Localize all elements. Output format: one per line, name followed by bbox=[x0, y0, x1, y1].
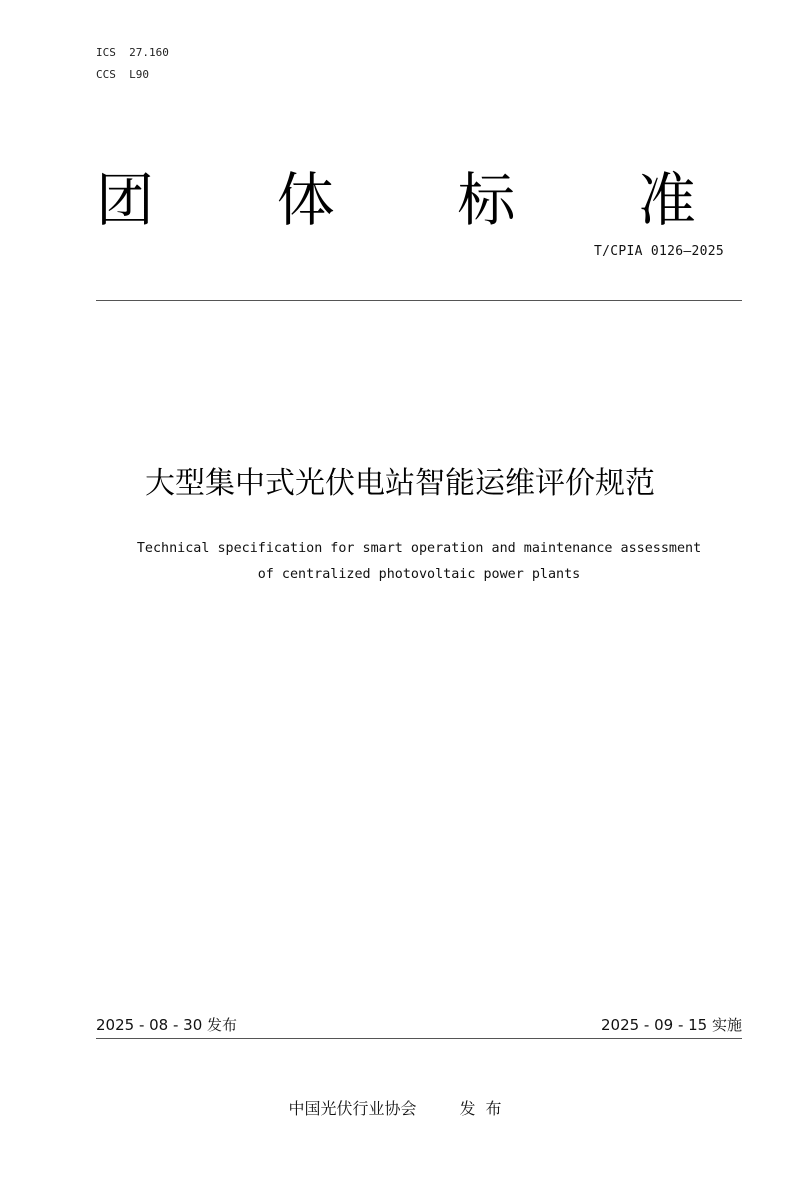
ics-code: ICS 27.160 bbox=[96, 46, 169, 59]
publisher-action: 发布 bbox=[459, 1099, 512, 1118]
standard-type-char: 体 bbox=[276, 166, 335, 234]
top-divider bbox=[96, 300, 742, 301]
implement-date: 2025 - 09 - 15 实施 bbox=[600, 1016, 742, 1034]
standard-type-heading bbox=[96, 160, 696, 240]
publisher-organization: 中国光伏行业协会 bbox=[288, 1099, 417, 1118]
bottom-divider bbox=[96, 1038, 742, 1039]
classification-codes bbox=[96, 42, 169, 86]
standard-type-char: 标 bbox=[457, 166, 516, 234]
standard-type-char: 准 bbox=[637, 166, 696, 234]
publish-date: 2025 - 08 - 30 发布 bbox=[96, 1016, 238, 1034]
title-english-line: of centralized photovoltaic power plants bbox=[257, 567, 581, 582]
title-english-line: Technical specification for smart operation and maintenance assessment bbox=[136, 541, 702, 556]
standard-type-char: 团 bbox=[96, 166, 155, 234]
publisher-line bbox=[0, 1096, 800, 1119]
title-english bbox=[0, 536, 800, 588]
ccs-code: CCS L90 bbox=[96, 68, 149, 81]
standard-number: T/CPIA 0126—2025 bbox=[593, 244, 724, 259]
date-row bbox=[96, 1014, 742, 1035]
title-chinese: 大型集中式光伏电站智能运维评价规范 bbox=[145, 466, 655, 501]
